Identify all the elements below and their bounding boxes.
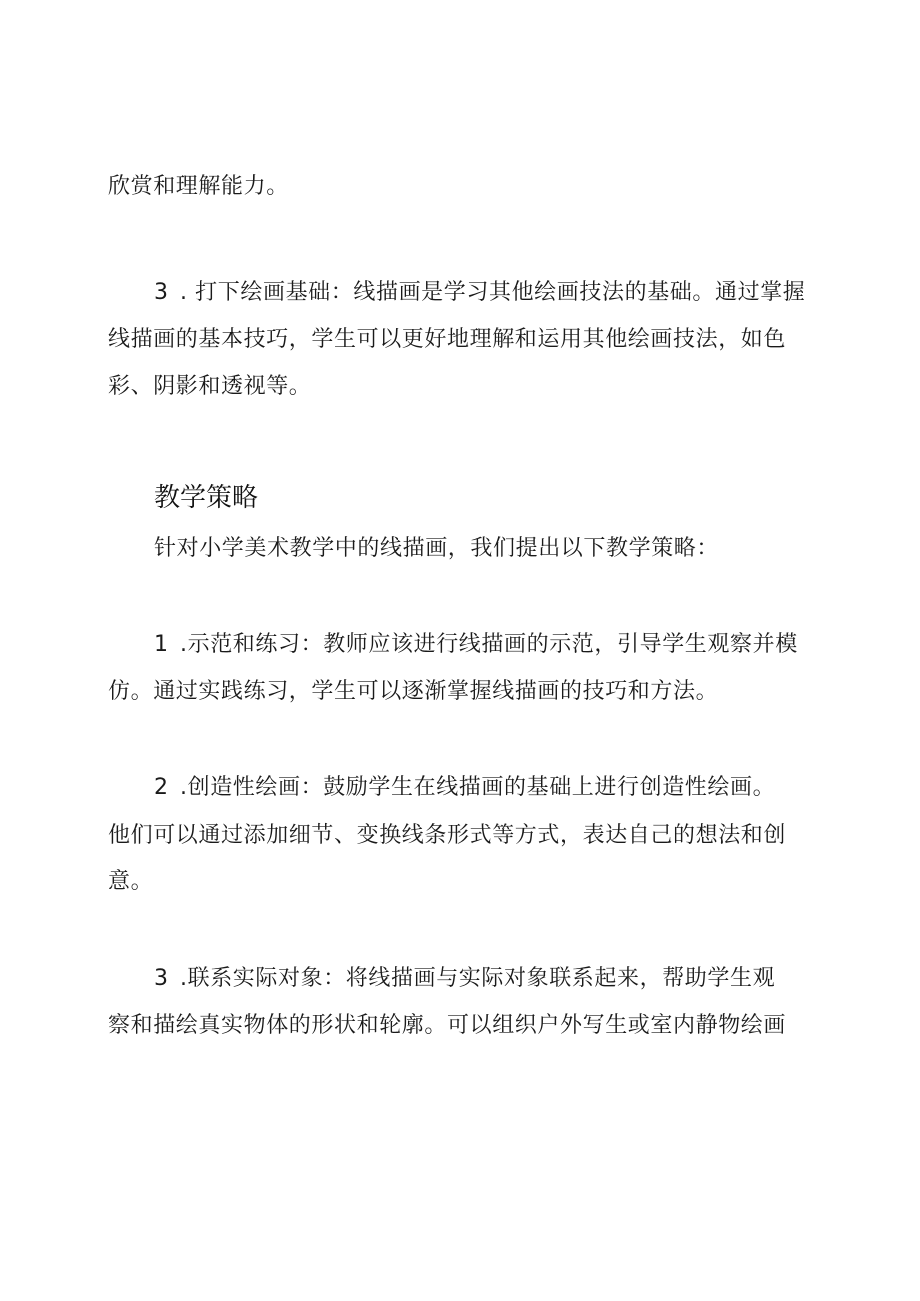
strategy-line [108,677,718,707]
item-text: . 打下绘画基础：线描画是学习其他绘画技法的基础。通过掌握 [180,280,806,305]
strategy-line [108,1011,786,1041]
item-number: 3 [154,280,169,305]
paragraph-text: 欣赏和理解能力。 [108,174,289,199]
numbered-item-line [154,278,805,308]
strategy-line [154,630,798,660]
item-text: 察和描绘真实物体的形状和轮廓。可以组织户外写生或室内静物绘画 [108,1013,787,1038]
item-text: .示范和练习：教师应该进行线描画的示范，引导学生观察并模 [180,632,798,657]
strategy-line [154,773,775,803]
item-number: 2 [154,775,169,800]
strategy-line [108,821,786,851]
item-text: .创造性绘画：鼓励学生在线描画的基础上进行创造性绘画。 [180,775,776,800]
item-text: 仿。通过实践练习，学生可以逐渐掌握线描画的技巧和方法。 [108,679,719,704]
item-number: 3 [154,966,169,991]
paragraph-line [108,172,289,202]
section-heading: 教学策略 [154,483,259,513]
strategy-line [154,964,775,994]
item-text: 他们可以通过添加细节、变换线条形式等方式，表达自己的想法和创 [108,823,787,848]
item-text: 意。 [108,869,154,894]
numbered-item-line [108,325,786,355]
intro-line [154,534,719,564]
item-text: .联系实际对象：将线描画与实际对象联系起来，帮助学生观 [180,966,776,991]
item-text: 线描画的基本技巧，学生可以更好地理解和运用其他绘画技法，如色 [108,327,787,352]
numbered-item-line [108,372,311,402]
strategy-line [108,867,153,897]
intro-text: 针对小学美术教学中的线描画，我们提出以下教学策略： [154,536,720,561]
item-number: 1 [154,632,169,657]
item-text: 彩、阴影和透视等。 [108,374,312,399]
